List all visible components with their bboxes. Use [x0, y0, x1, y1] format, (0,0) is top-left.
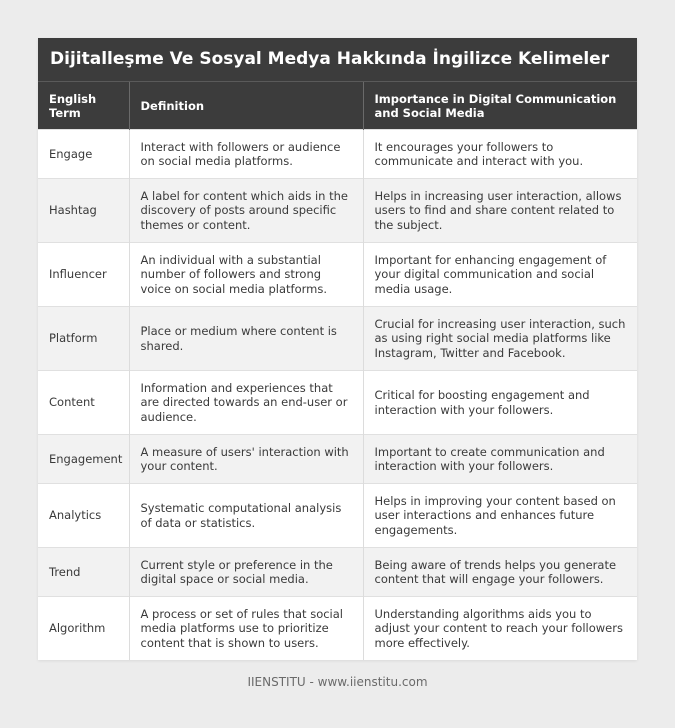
table-row	[38, 597, 637, 660]
definition-cell: A process or set of rules that social media platforms use to prioritize content that is shown to users.	[129, 597, 363, 660]
term-cell: Algorithm	[38, 597, 129, 660]
term-cell: Hashtag	[38, 179, 129, 243]
table-row	[38, 243, 637, 307]
importance-cell: Crucial for increasing user interaction, such as using right social media platforms like Instagram, Twitter and Facebook.	[363, 307, 637, 371]
vocabulary-card	[38, 38, 637, 660]
table-row	[38, 435, 637, 484]
term-cell: Analytics	[38, 484, 129, 548]
importance-cell: Helps in increasing user interaction, allows users to find and share content related to the subject.	[363, 179, 637, 243]
term-cell: Engage	[38, 130, 129, 179]
header-definition: Definition	[129, 82, 363, 130]
table-row	[38, 179, 637, 243]
table-row	[38, 371, 637, 435]
header-importance: Importance in Digital Communication and Social Media	[363, 82, 637, 130]
vocabulary-table	[38, 82, 637, 660]
page-title: Dijitalleşme Ve Sosyal Medya Hakkında İngilizce Kelimeler	[38, 38, 637, 82]
importance-cell: Understanding algorithms aids you to adjust your content to reach your followers more effectively.	[363, 597, 637, 660]
definition-cell: Current style or preference in the digital space or social media.	[129, 548, 363, 597]
definition-cell: A measure of users' interaction with your content.	[129, 435, 363, 484]
table-row	[38, 548, 637, 597]
importance-cell: It encourages your followers to communicate and interact with you.	[363, 130, 637, 179]
importance-cell: Being aware of trends helps you generate content that will engage your followers.	[363, 548, 637, 597]
term-cell: Trend	[38, 548, 129, 597]
definition-cell: A label for content which aids in the discovery of posts around specific themes or content.	[129, 179, 363, 243]
term-cell: Content	[38, 371, 129, 435]
importance-cell: Critical for boosting engagement and interaction with your followers.	[363, 371, 637, 435]
definition-cell: Interact with followers or audience on social media platforms.	[129, 130, 363, 179]
importance-cell: Important to create communication and interaction with your followers.	[363, 435, 637, 484]
table-row	[38, 130, 637, 179]
footer-credit: IIENSTITU - www.iienstitu.com	[247, 675, 428, 689]
definition-cell: Systematic computational analysis of data or statistics.	[129, 484, 363, 548]
table-row	[38, 484, 637, 548]
importance-cell: Important for enhancing engagement of your digital communication and social media usage.	[363, 243, 637, 307]
importance-cell: Helps in improving your content based on user interactions and enhances future engagements.	[363, 484, 637, 548]
term-cell: Influencer	[38, 243, 129, 307]
header-english-term: English Term	[38, 82, 129, 130]
term-cell: Engagement	[38, 435, 129, 484]
definition-cell: Place or medium where content is shared.	[129, 307, 363, 371]
definition-cell: Information and experiences that are directed towards an end-user or audience.	[129, 371, 363, 435]
table-row	[38, 307, 637, 371]
term-cell: Platform	[38, 307, 129, 371]
definition-cell: An individual with a substantial number of followers and strong voice on social media platforms.	[129, 243, 363, 307]
table-header-row	[38, 82, 637, 130]
